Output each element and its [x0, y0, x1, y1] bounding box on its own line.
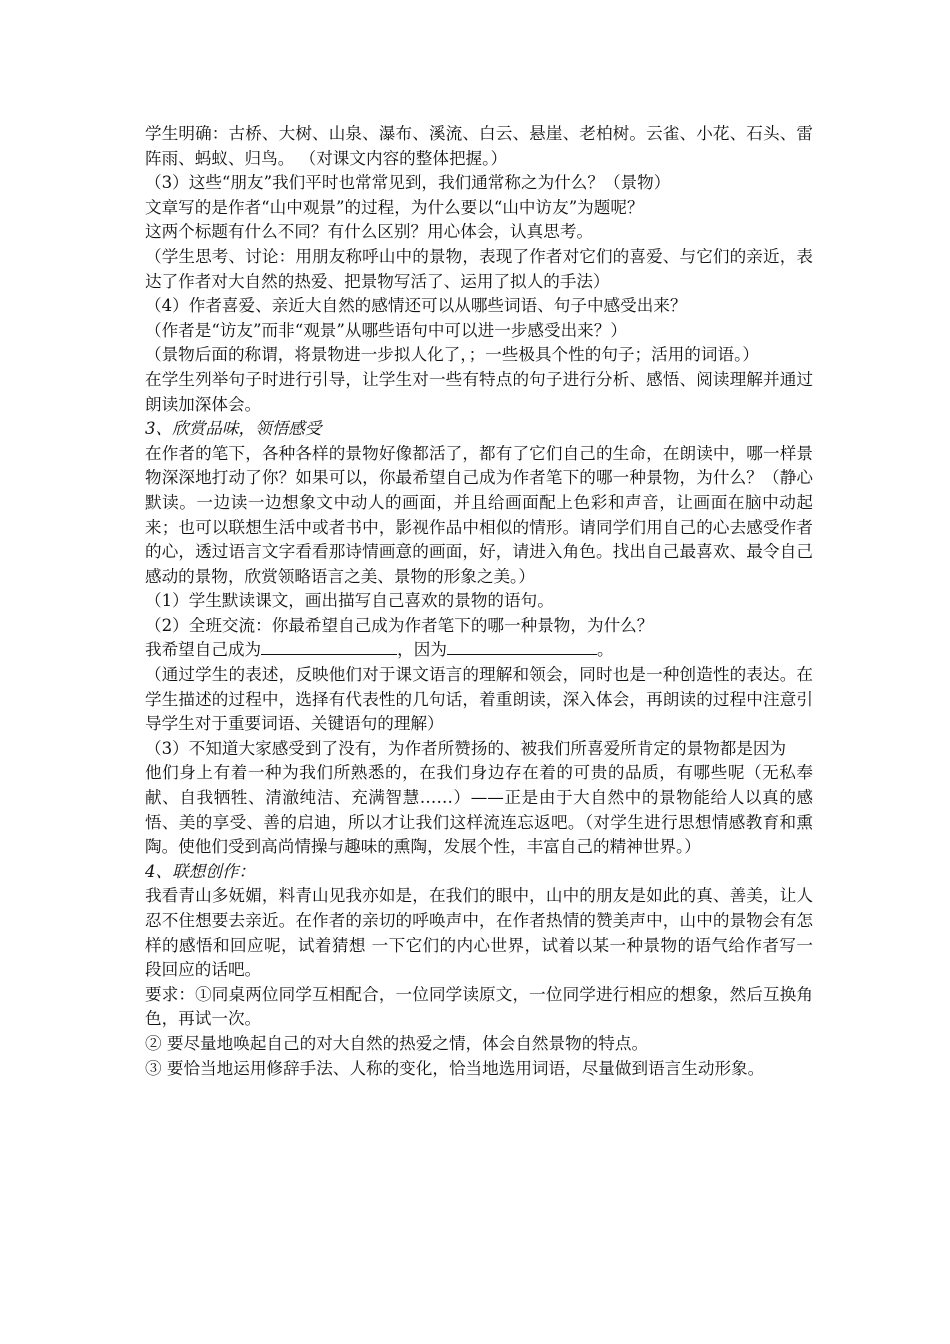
section-heading-3: 3、欣赏品味，领悟感受 — [145, 419, 322, 439]
paragraph: （2）全班交流：你最希望自己成为作者笔下的哪一种景物，为什么？ — [145, 615, 654, 635]
paragraph: 我看青山多妩媚，料青山见我亦如是，在我们的眼中，山中的朋友是如此的真、善美，让人忍不住想要去亲近。在作者的亲切的呼唤声中，在作者热情的赞美声中，山中的景物会有怎样的感悟和回应呢，试着猜想 一下它们的内心世界，试着以某一种景物的语气给作者写一段回应的话吧。 — [145, 886, 813, 980]
paragraph: ② 要尽量地唤起自己的对大自然的热爱之情，体会自然景物的特点。 — [145, 1033, 649, 1053]
fill-in-sentence — [145, 638, 813, 663]
fill-in-blank — [447, 638, 597, 655]
document-body — [145, 122, 813, 1081]
paragraph: 要求：①同桌两位同学互相配合，一位同学读原文，一位同学进行相应的想象，然后互换角色，再试一次。 — [145, 984, 813, 1029]
paragraph: （3）不知道大家感受到了没有，为作者所赞扬的、被我们所喜爱所肯定的景物都是因为 — [145, 738, 787, 758]
paragraph: ③ 要恰当地运用修辞手法、人称的变化，恰当地选用词语，尽量做到语言生动形象。 — [145, 1058, 765, 1078]
fill-in-middle: ，因为 — [397, 640, 447, 660]
paragraph: （4）作者喜爱、亲近大自然的感情还可以从哪些词语、句子中感受出来？ — [145, 296, 687, 316]
paragraph: （作者是“访友”而非“观景”从哪些语句中可以进一步感受出来？） — [145, 320, 627, 340]
paragraph: （通过学生的表述，反映他们对于课文语言的理解和领会，同时也是一种创造性的表达。在学生描述的过程中，选择有代表性的几句话，着重朗读，深入体会，再朗读的过程中注意引导学生对于重要词语、关键语句的理解） — [145, 665, 813, 734]
paragraph: 在作者的笔下，各种各样的景物好像都活了，都有了它们自己的生命，在朗读中，哪一样景物深深地打动了你？如果可以，你最希望自己成为作者笔下的哪一种景物，为什么？（静心默读。一边读一边想象文中动人的画面，并且给画面配上色彩和声音，让画面在脑中动起来；也可以联想生活中或者书中，影视作品中相似的情形。请同学们用自己的心去感受作者的心，透过语言文字看看那诗情画意的画面，好，请进入角色。找出自己最喜欢、最令自己感动的景物，欣赏领略语言之美、景物的形象之美。） — [145, 443, 813, 586]
fill-in-blank — [261, 638, 397, 655]
fill-in-prefix: 我希望自己成为 — [145, 640, 262, 660]
paragraph: 这两个标题有什么不同？有什么区别？用心体会，认真思考。 — [145, 222, 594, 242]
section-heading-4: 4、联想创作： — [145, 861, 256, 881]
paragraph: 在学生列举句子时进行引导，让学生对一些有特点的句子进行分析、感悟、阅读理解并通过朗读加深体会。 — [145, 369, 813, 414]
fill-in-suffix: 。 — [596, 640, 614, 660]
paragraph: 他们身上有着一种为我们所熟悉的，在我们身边存在着的可贵的品质，有哪些呢（无私奉献、自我牺牲、清澈纯洁、充满智慧……）——正是由于大自然中的景物能给人以真的感悟、美的享受、善的启迪，所以才让我们这样流连忘返吧。（对学生进行思想情感教育和熏陶。使他们受到高尚情操与趣味的熏陶，发展个性，丰富自己的精神世界。） — [145, 763, 813, 857]
paragraph: （1）学生默读课文，画出描写自己喜欢的景物的语句。 — [145, 591, 554, 611]
paragraph: （景物后面的称谓，将景物进一步拟人化了，；一些极具个性的句子；活用的词语。） — [145, 345, 759, 365]
paragraph: （3）这些“朋友”我们平时也常常见到，我们通常称之为什么？（景物） — [145, 173, 671, 193]
paragraph: （学生思考、讨论：用朋友称呼山中的景物，表现了作者对它们的喜爱、与它们的亲近，表达了作者对大自然的热爱、把景物写活了、运用了拟人的手法） — [145, 246, 813, 291]
paragraph: 学生明确：古桥、大树、山泉、瀑布、溪流、白云、悬崖、老柏树。云雀、小花、石头、雷阵雨、蚂蚁、归鸟。 （对课文内容的整体把握。） — [145, 124, 813, 168]
paragraph: 文章写的是作者“山中观景”的过程，为什么要以“山中访友”为题呢？ — [145, 197, 644, 217]
